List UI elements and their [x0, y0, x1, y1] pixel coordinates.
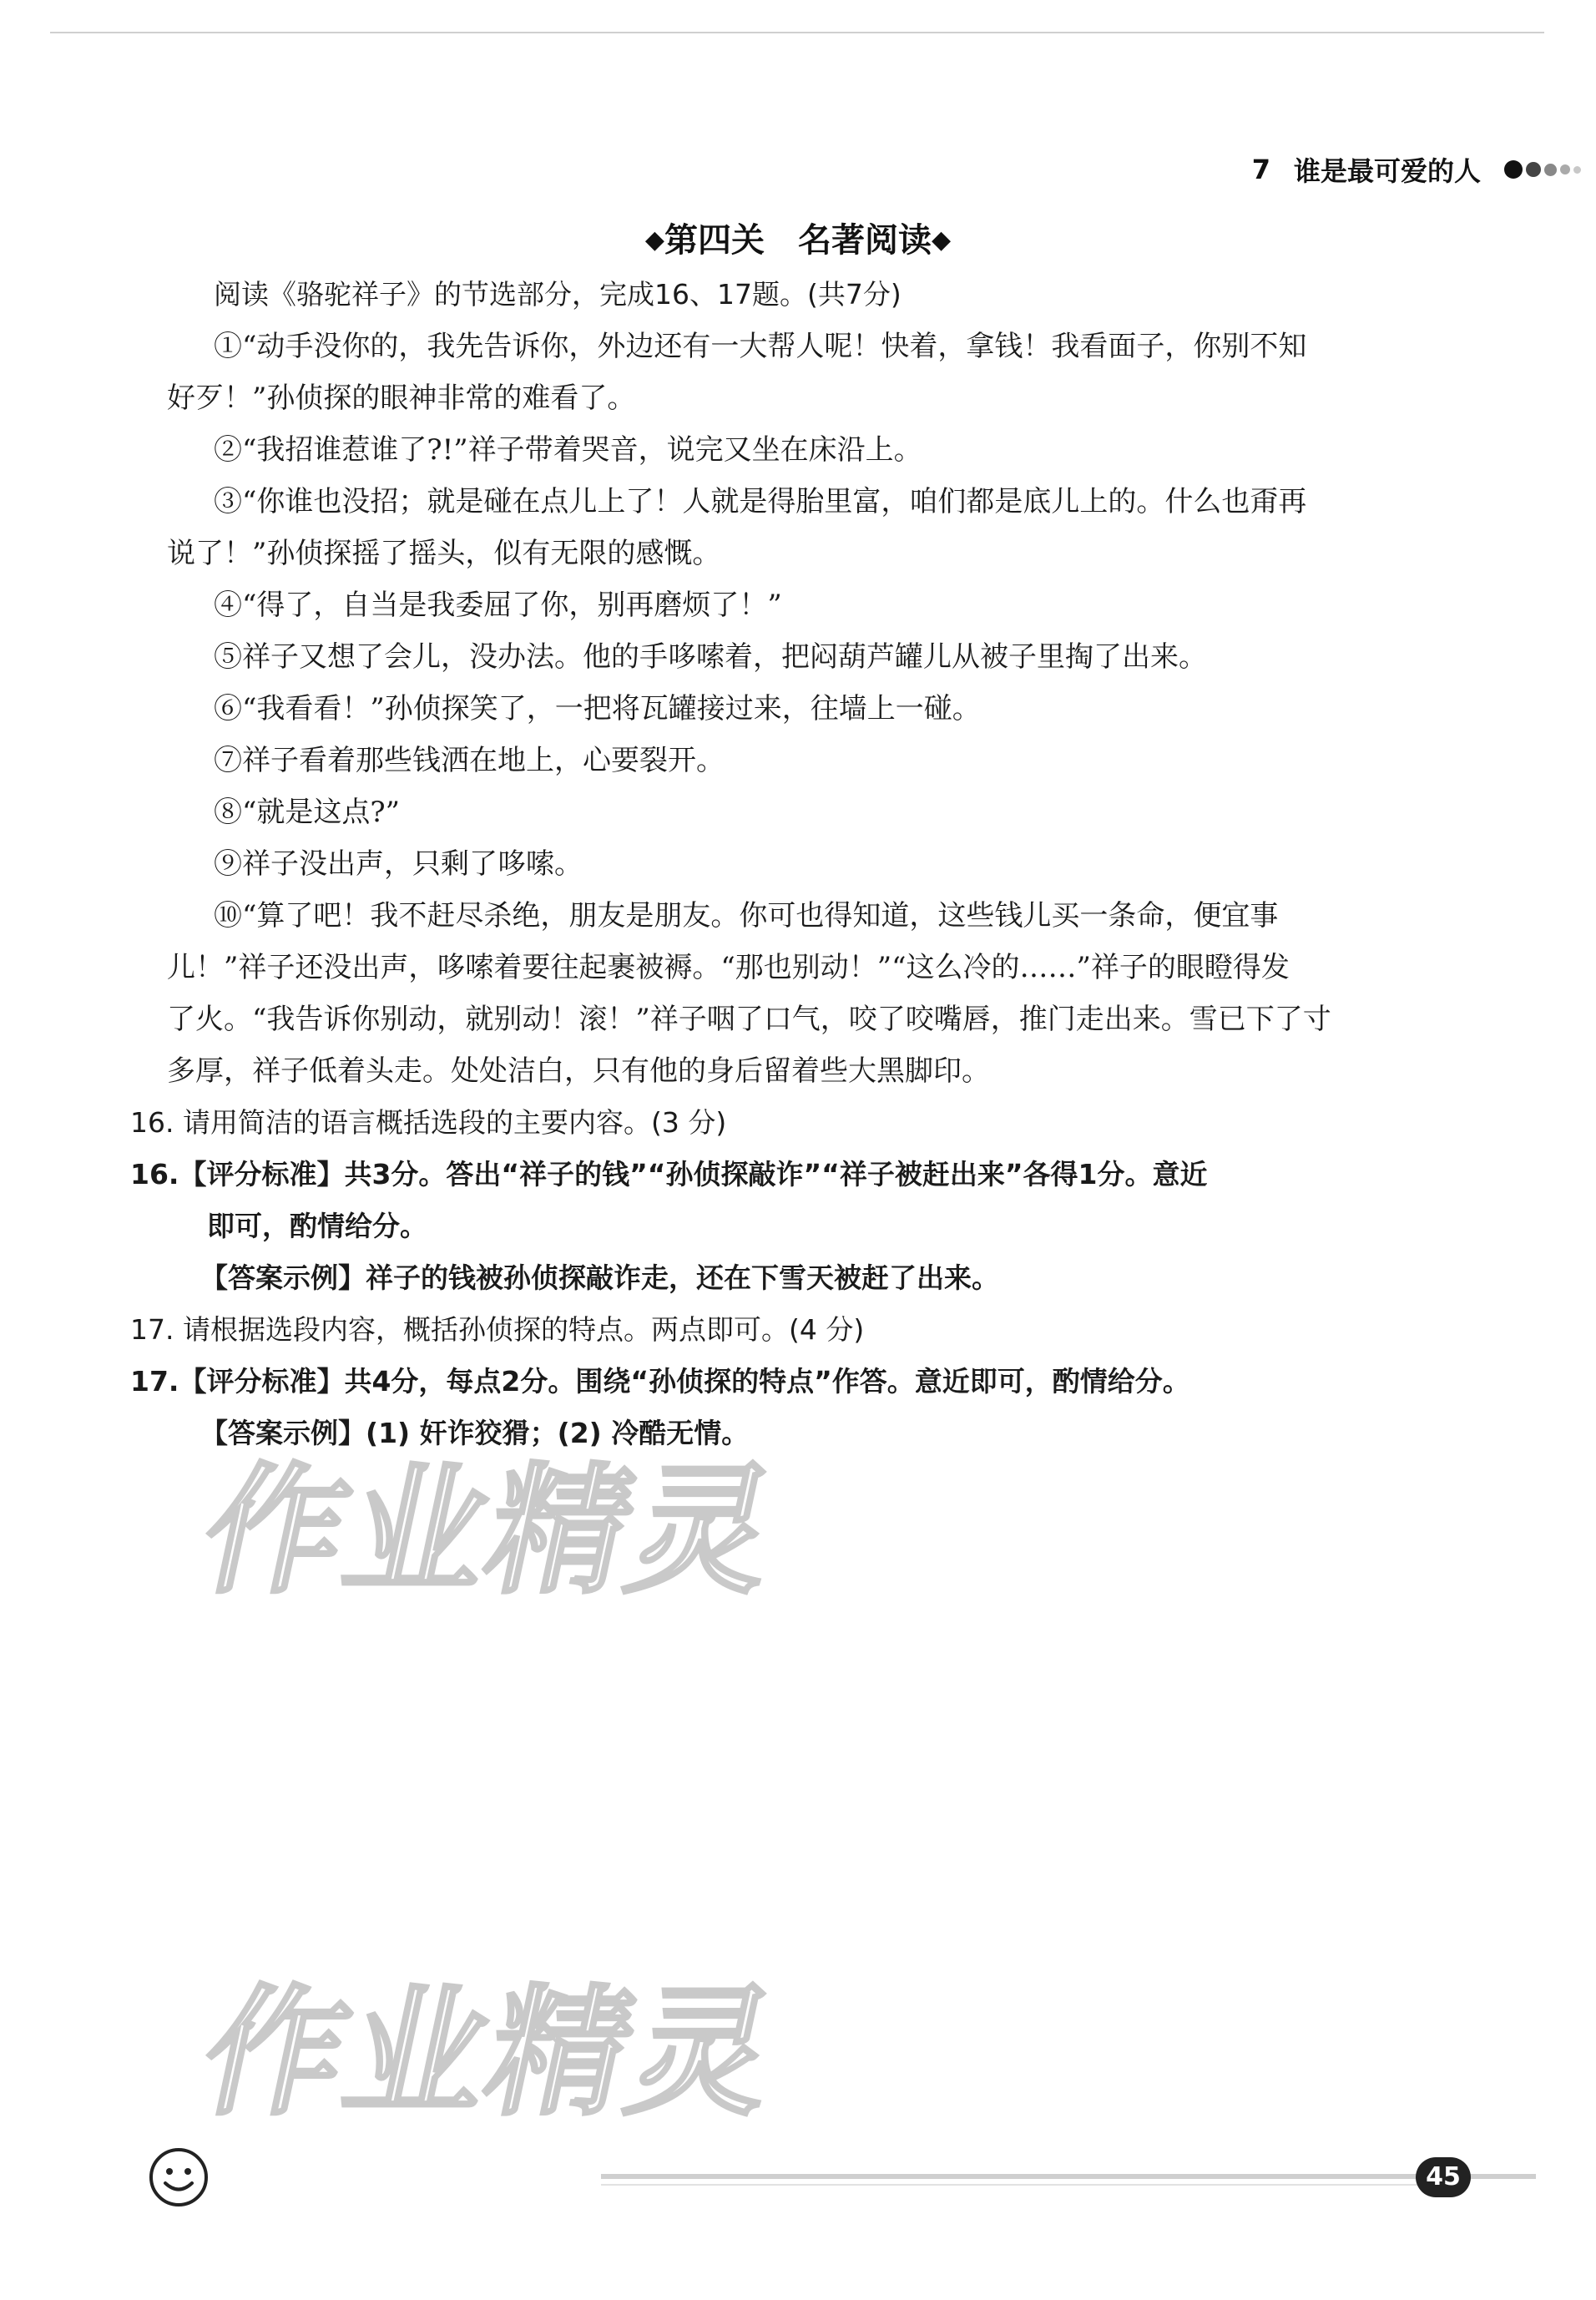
- passage-line: ⑦祥子看着那些钱洒在地上，心要裂开。: [214, 744, 725, 777]
- answer-16-standard-cont: 即可，酌情给分。: [207, 1210, 427, 1242]
- page-number: 45: [1416, 2157, 1471, 2197]
- top-rule: [50, 32, 1544, 33]
- passage-line: ⑧“就是这点?”: [214, 796, 400, 829]
- smiley-icon: [147, 2146, 210, 2209]
- header-dots-icon: [1504, 160, 1581, 179]
- passage-line: ⑤祥子又想了会儿，没办法。他的手哆嗦着，把闷葫芦罐儿从被子里掏了出来。: [214, 640, 1207, 674]
- page-content: [130, 269, 1469, 1459]
- chapter-title: 谁是最可爱的人: [1293, 155, 1481, 187]
- passage-line: 好歹！”孙侦探的眼神非常的难看了。: [167, 382, 636, 415]
- passage-line: ②“我招谁惹谁了?!”祥子带着哭音，说完又坐在床沿上。: [214, 433, 922, 467]
- passage-line: ③“你谁也没招；就是碰在点儿上了！人就是得胎里富，咱们都是底儿上的。什么也甭再: [214, 485, 1307, 518]
- passage-line: 多厚，祥子低着头走。处处洁白，只有他的身后留着些大黑脚印。: [167, 1054, 990, 1088]
- diamond-icon: ◆: [932, 225, 952, 255]
- passage-line: ⑩“算了吧！我不赶尽杀绝，朋友是朋友。你可也得知道，这些钱儿买一条命，便宜事: [214, 899, 1279, 933]
- answer-16-standard: 16.【评分标准】共3分。答出“祥子的钱”“孙侦探敲诈”“祥子被赶出来”各得1分。意近: [130, 1158, 1208, 1190]
- passage-line: 说了！”孙侦探摇了摇头，似有无限的感慨。: [167, 537, 721, 570]
- answer-17-standard: 17.【评分标准】共4分，每点2分。围绕“孙侦探的特点”作答。意近即可，酌情给分。: [130, 1365, 1190, 1398]
- passage-line: 了火。“我告诉你别动，就别动！滚！”祥子咽了口气，咬了咬嘴唇，推门走出来。雪已下了寸: [167, 1003, 1331, 1036]
- watermark: 作业精灵: [189, 1449, 791, 1613]
- reading-intro: 阅读《骆驼祥子》的节选部分，完成16、17题。(共7分): [214, 278, 902, 311]
- footer-rule-thin: [601, 2184, 1436, 2186]
- running-header: [1252, 149, 1581, 190]
- passage-line: ④“得了，自当是我委屈了你，别再磨烦了！”: [214, 589, 782, 622]
- chapter-number: 7: [1251, 154, 1270, 185]
- section-title: ◆第四关 名著阅读◆: [644, 221, 952, 260]
- passage-line: ①“动手没你的，我先告诉你，外边还有一大帮人呢！快着，拿钱！我看面子，你别不知: [214, 330, 1307, 363]
- answer-17-example: 【答案示例】(1) 奸诈狡猾；(2) 冷酷无情。: [200, 1417, 750, 1449]
- passage-line: ⑨祥子没出声，只剩了哆嗦。: [214, 847, 583, 881]
- question-17: 17. 请根据选段内容，概括孙侦探的特点。两点即可。(4 分): [130, 1313, 865, 1346]
- footer-rule: [601, 2174, 1536, 2179]
- watermark: 作业精灵: [189, 1971, 791, 2135]
- answer-16-example: 【答案示例】祥子的钱被孙侦探敲诈走，还在下雪天被赶了出来。: [200, 1261, 999, 1294]
- passage-line: ⑥“我看看！”孙侦探笑了，一把将瓦罐接过来，往墙上一碰。: [214, 692, 981, 725]
- passage: [167, 321, 1469, 1097]
- diamond-icon: ◆: [644, 225, 664, 255]
- question-16: 16. 请用简洁的语言概括选段的主要内容。(3 分): [130, 1106, 727, 1139]
- passage-line: 儿！”祥子还没出声，哆嗦着要往起裹被褥。“那也别动！”“这么冷的……”祥子的眼瞪得发: [167, 951, 1290, 984]
